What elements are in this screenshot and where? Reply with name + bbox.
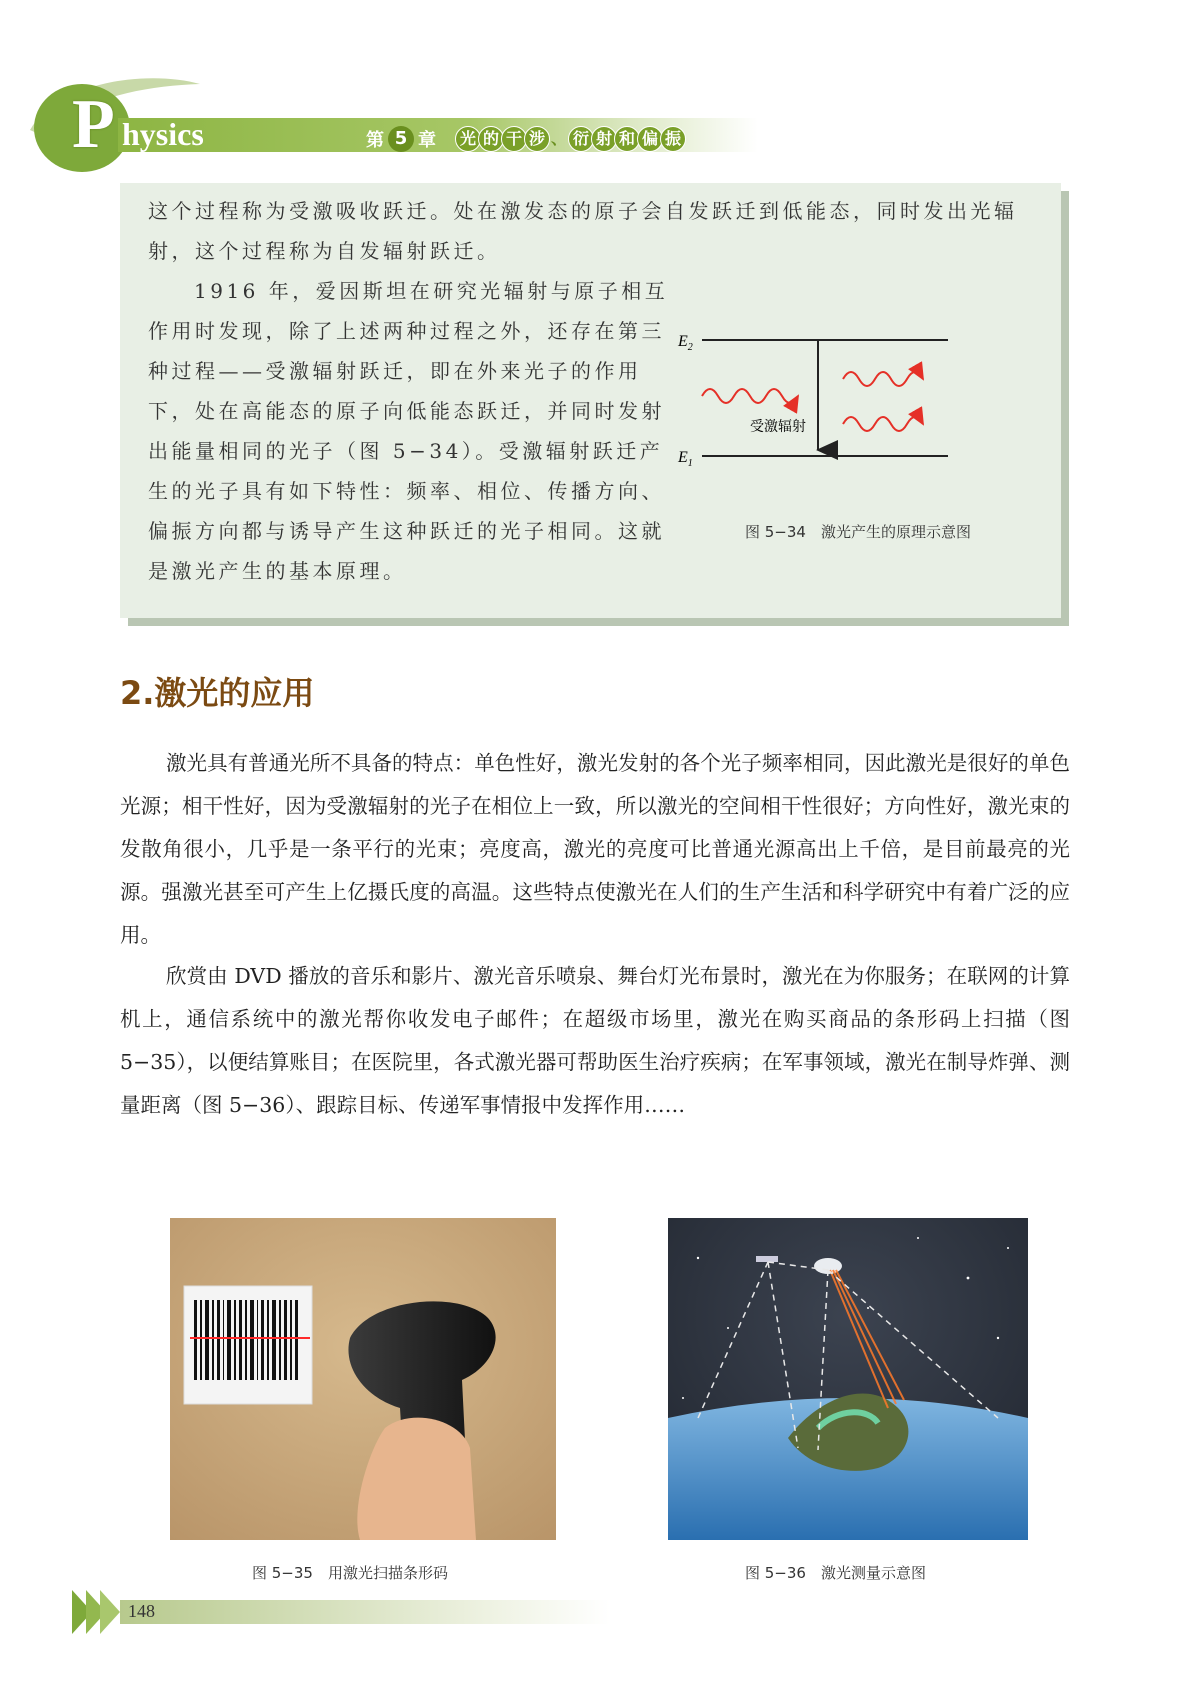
- chapter-title-char: 振: [660, 126, 686, 152]
- chapter-title-char: 涉: [524, 126, 550, 152]
- chapter-title-char: 衍: [568, 126, 594, 152]
- emitted-photon-wave-2: [843, 417, 923, 431]
- figure-5-36-caption: 图 5−36 激光测量示意图: [745, 1564, 926, 1582]
- label-e2: $E_2$: [678, 333, 693, 353]
- box-paragraph-einstein: 1916 年，爱因斯坦在研究光辐射与原子相互作用时发现，除了上述两种过程之外，还存在第三种过程——受激辐射跃迁，即在外来光子的作用下，处在高能态的原子向低能态跃迁，并同时发射出能量相同的光子（图 5−34）。受激辐射跃迁产生的光子具有如下特性：频率、相位、传播方向、偏振方向都与诱导产生这种跃迁的光子相同。这就是激光产生的基本原理。: [148, 279, 669, 583]
- reading-box: [120, 183, 1061, 618]
- label-e1: $E_1$: [678, 449, 693, 469]
- chapter-title-char: 干: [501, 126, 527, 152]
- footer-bar: [120, 1600, 610, 1624]
- chapter-number: 5: [388, 126, 414, 152]
- incident-photon-wave: [702, 389, 798, 403]
- chapter-title-char: 、: [550, 129, 567, 148]
- box-paragraph-intro: 这个过程称为受激吸收跃迁。处在激发态的原子会自发跃迁到低能态，同时发出光辐射，这个过程称为自发辐射跃迁。: [148, 199, 1018, 263]
- page-header: [0, 0, 1191, 170]
- footer-arrows-icon: [72, 1590, 124, 1634]
- body-paragraph-2: 欣赏由 DVD 播放的音乐和影片、激光音乐喷泉、舞台灯光布景时，激光在为你服务；在联网的计算机上，通信系统中的激光帮你收发电子邮件；在超级市场里，激光在购买商品的条形码上扫描（图 5−35），以便结算账目；在医院里，各式激光器可帮助医生治疗疾病；在军事领域，激光在制导炸弹、测量距离（图 5−36）、跟踪目标、传递军事情报中发挥作用……: [120, 964, 1070, 1117]
- chapter-prefix: 第: [366, 130, 384, 151]
- brand-initial: P: [72, 86, 115, 163]
- chapter-title-char: 射: [591, 126, 617, 152]
- figure-5-34-diagram: [678, 333, 1040, 548]
- arrow-label: 受激辐射: [750, 419, 806, 435]
- chapter-suffix: 章: [418, 130, 436, 151]
- brand-name: hysics: [122, 116, 204, 152]
- chapter-name: [458, 126, 686, 152]
- figure-5-36-photo: [668, 1218, 1028, 1540]
- chapter-title: [366, 124, 686, 154]
- body-paragraph-1: 激光具有普通光所不具备的特点：单色性好，激光发射的各个光子频率相同，因此激光是很好的单色光源；相干性好，因为受激辐射的光子在相位上一致，所以激光的空间相干性很好；方向性好，激光束的发散角很小，几乎是一条平行的光束；亮度高，激光的亮度可比普通光源高出上千倍，是目前最亮的光源。强激光甚至可产生上亿摄氏度的高温。这些特点使激光在人们的生产生活和科学研究中有着广泛的应用。: [120, 751, 1070, 947]
- figure-5-35-caption: 图 5−35 用激光扫描条形码: [252, 1564, 448, 1582]
- barcode-label: [184, 1286, 312, 1404]
- chapter-title-char: 的: [478, 126, 504, 152]
- chapter-title-char: 偏: [637, 126, 663, 152]
- emitted-photon-wave-1: [843, 372, 923, 386]
- chapter-title-char: 光: [455, 126, 481, 152]
- chapter-title-char: 和: [614, 126, 640, 152]
- section-heading: 2.激光的应用: [120, 674, 315, 712]
- satellite-small: [756, 1256, 778, 1262]
- figure-5-34-caption: 图 5−34 激光产生的原理示意图: [745, 523, 971, 541]
- page-number: 148: [128, 1601, 155, 1621]
- figure-5-35-photo: [170, 1218, 556, 1540]
